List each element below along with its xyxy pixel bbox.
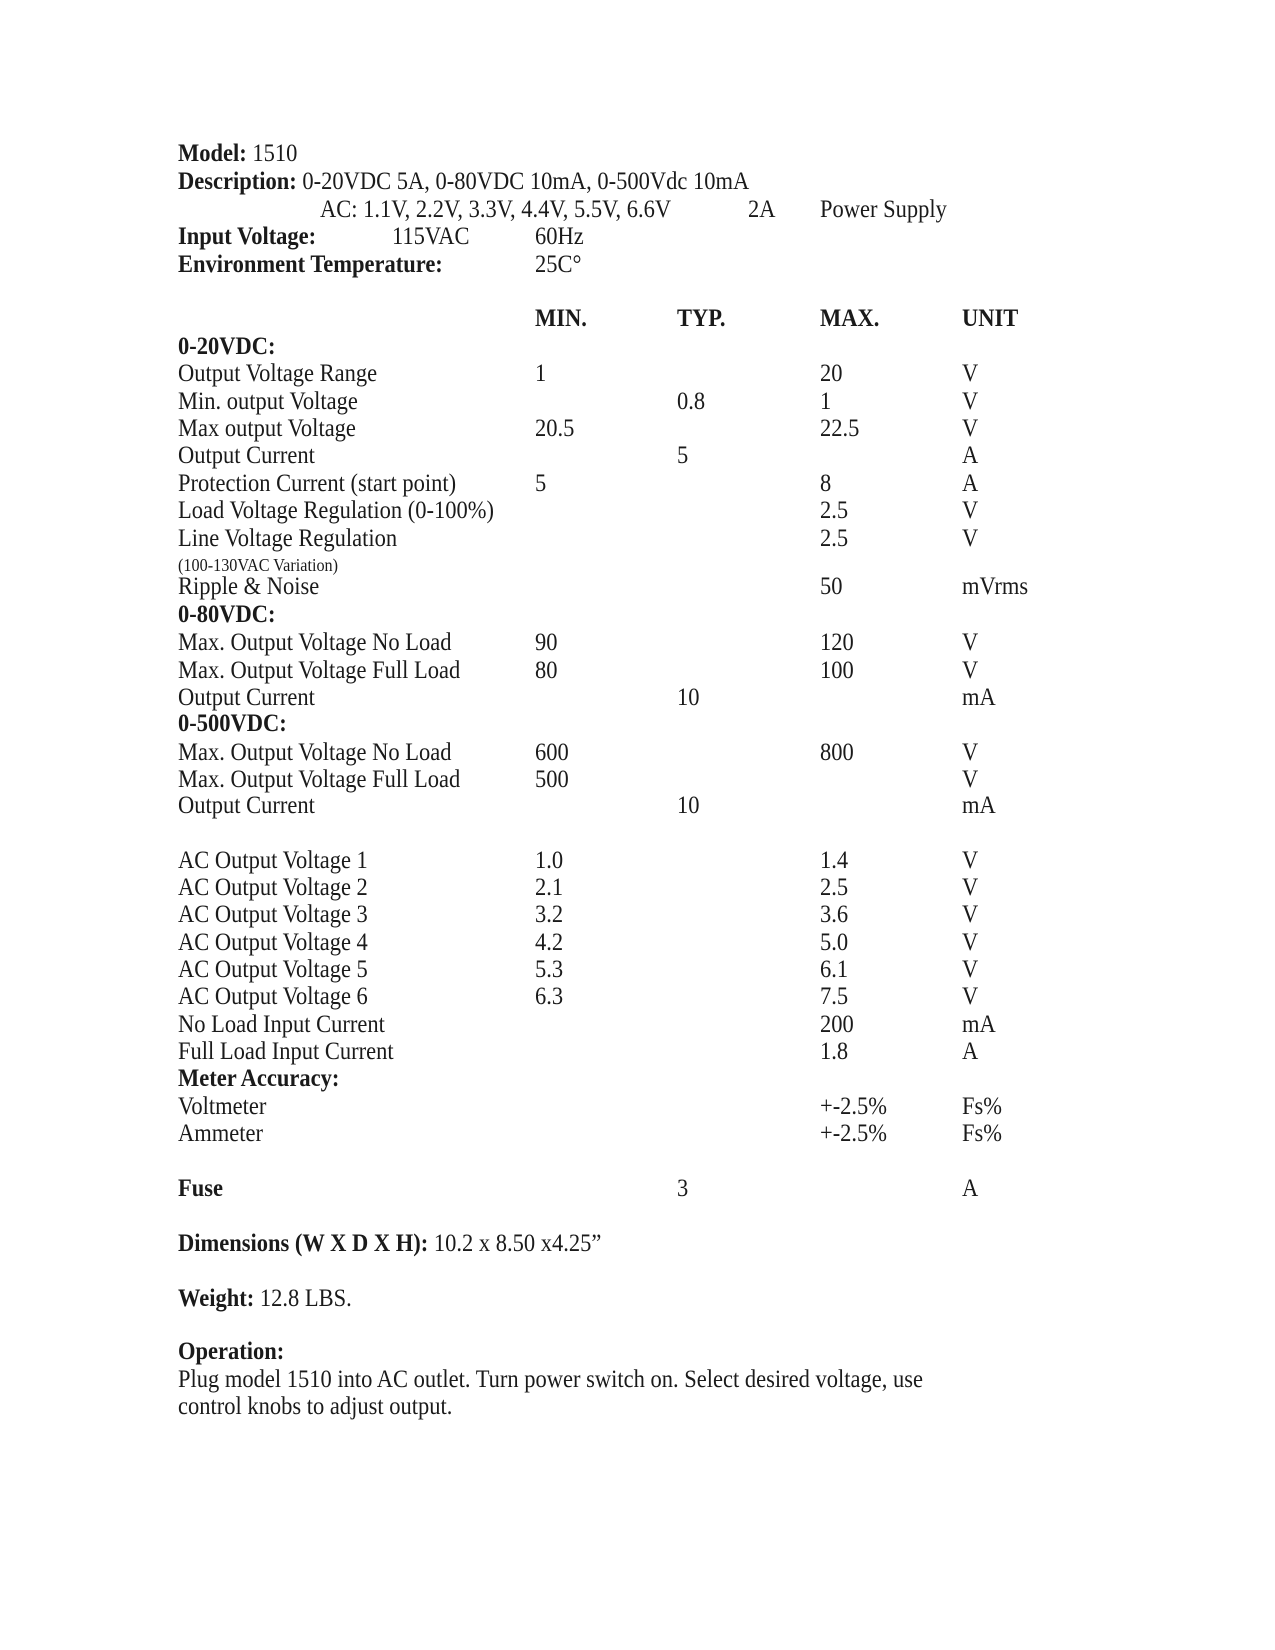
spec-row-unit-value: V (962, 874, 979, 901)
operation-text-line-1: Plug model 1510 into AC outlet. Turn power switch on. Select desired voltage, use (178, 1366, 923, 1393)
spec-row-param: Line Voltage Regulation (178, 525, 398, 552)
description-line (178, 168, 749, 196)
spec-row-min-value: 20.5 (535, 415, 575, 442)
description-label: Description: (178, 168, 297, 195)
spec-row-param: Load Voltage Regulation (0-100%) (178, 497, 494, 524)
spec-row-unit-value: mVrms (962, 573, 1029, 600)
spec-row-max-value: 3.6 (820, 901, 849, 928)
spec-row-max-value: +-2.5% (820, 1093, 888, 1120)
spec-row-unit-value: V (962, 983, 979, 1010)
spec-row-unit-value: Fs% (962, 1093, 1003, 1120)
spec-row-max-value: 1 (820, 388, 832, 415)
spec-row-param: No Load Input Current (178, 1011, 385, 1038)
spec-row-unit-value: A (962, 442, 979, 469)
spec-row-max-value: 22.5 (820, 415, 860, 442)
spec-row-param: AC Output Voltage 4 (178, 929, 368, 956)
spec-row-min-value: 1.0 (535, 847, 564, 874)
spec-row-unit-value: V (962, 497, 979, 524)
section-title-500vdc: 0-500VDC: (178, 710, 287, 737)
description-ac-current: 2A (748, 196, 776, 223)
spec-row-param: AC Output Voltage 2 (178, 874, 368, 901)
spec-row-max-value: 8 (820, 470, 832, 497)
operation-title: Operation: (178, 1338, 285, 1365)
spec-row-param: Max output Voltage (178, 415, 356, 442)
spec-row-param: Max. Output Voltage Full Load (178, 766, 461, 793)
spec-row-unit-value: V (962, 847, 979, 874)
spec-row-param: Max. Output Voltage Full Load (178, 657, 461, 684)
spec-row-max-value: 100 (820, 657, 854, 684)
description-ac-type: Power Supply (820, 196, 947, 223)
col-typ-header: TYP. (677, 305, 726, 332)
spec-row-param: AC Output Voltage 1 (178, 847, 368, 874)
spec-row-param: Ripple & Noise (178, 573, 320, 600)
env-temp-label: Environment Temperature: (178, 251, 443, 278)
section-title-meter: Meter Accuracy: (178, 1065, 340, 1092)
input-voltage-label: Input Voltage: (178, 223, 317, 250)
spec-row-param: Voltmeter (178, 1093, 267, 1120)
spec-row-max-value: 2.5 (820, 497, 849, 524)
spec-row-unit-value: V (962, 739, 979, 766)
spec-row-unit-value: V (962, 766, 979, 793)
model-label: Model: (178, 140, 247, 167)
input-voltage-freq: 60Hz (535, 223, 584, 250)
spec-row-unit-value: V (962, 360, 979, 387)
spec-row-typ-value: 5 (677, 442, 689, 469)
spec-row-max-value: 5.0 (820, 929, 849, 956)
spec-row-min-value: 80 (535, 657, 558, 684)
spec-row-unit-value: Fs% (962, 1120, 1003, 1147)
dimensions-label: Dimensions (W X D X H): (178, 1230, 429, 1257)
spec-row-param: Ammeter (178, 1120, 263, 1147)
model-value: 1510 (252, 140, 298, 167)
spec-row-max-value: 2.5 (820, 874, 849, 901)
spec-row-min-value: 4.2 (535, 929, 564, 956)
operation-text-line-2: control knobs to adjust output. (178, 1393, 453, 1420)
spec-row-typ-value: 0.8 (677, 388, 706, 415)
spec-row-unit-value: mA (962, 684, 996, 711)
spec-row-unit-value: V (962, 657, 979, 684)
spec-row-param: Output Current (178, 684, 315, 711)
spec-row-param: Output Current (178, 442, 315, 469)
spec-row-unit-value: V (962, 388, 979, 415)
spec-row-max-value: 2.5 (820, 525, 849, 552)
col-unit-header: UNIT (962, 305, 1019, 332)
spec-row-param: Max. Output Voltage No Load (178, 739, 452, 766)
spec-row-unit-value: V (962, 901, 979, 928)
line-reg-note: (100-130VAC Variation) (178, 555, 339, 575)
spec-row-param: Min. output Voltage (178, 388, 358, 415)
spec-row-typ-value: 10 (677, 792, 700, 819)
spec-row-max-value: 1.8 (820, 1038, 849, 1065)
spec-row-unit-value: V (962, 525, 979, 552)
spec-row-min-value: 1 (535, 360, 547, 387)
spec-row-max-value: 50 (820, 573, 843, 600)
section-title-20vdc: 0-20VDC: (178, 333, 276, 360)
weight-label: Weight: (178, 1285, 255, 1312)
spec-row-max-value: 1.4 (820, 847, 849, 874)
spec-row-unit-value: mA (962, 792, 996, 819)
env-temp-value: 25C° (535, 251, 582, 278)
spec-row-max-value: 20 (820, 360, 843, 387)
spec-row-unit-value: V (962, 929, 979, 956)
description-ac: AC: 1.1V, 2.2V, 3.3V, 4.4V, 5.5V, 6.6V (320, 196, 672, 223)
col-min-header: MIN. (535, 305, 587, 332)
input-voltage-value: 115VAC (392, 223, 470, 250)
spec-row-min-value: 500 (535, 766, 569, 793)
spec-row-unit-value: A (962, 1175, 979, 1202)
spec-row-min-value: 600 (535, 739, 569, 766)
spec-row-param: Output Voltage Range (178, 360, 378, 387)
spec-row-min-value: 5 (535, 470, 547, 497)
spec-row-unit-value: A (962, 1038, 979, 1065)
spec-row-typ-value: 3 (677, 1175, 689, 1202)
dimensions-line (178, 1230, 601, 1258)
spec-row-unit-value: V (962, 956, 979, 983)
spec-row-min-value: 3.2 (535, 901, 564, 928)
spec-row-max-value: 6.1 (820, 956, 849, 983)
weight-value: 12.8 LBS. (259, 1285, 352, 1312)
spec-row-param: Protection Current (start point) (178, 470, 457, 497)
section-title-80vdc: 0-80VDC: (178, 601, 276, 628)
model-line (178, 140, 297, 168)
spec-row-min-value: 90 (535, 629, 558, 656)
spec-row-max-value: +-2.5% (820, 1120, 888, 1147)
spec-row-param: Output Current (178, 792, 315, 819)
spec-row-max-value: 800 (820, 739, 854, 766)
spec-row-unit-value: V (962, 415, 979, 442)
spec-row-param: Fuse (178, 1175, 223, 1202)
spec-row-param: Full Load Input Current (178, 1038, 394, 1065)
spec-row-unit-value: A (962, 470, 979, 497)
spec-row-max-value: 120 (820, 629, 854, 656)
dimensions-value: 10.2 x 8.50 x4.25” (433, 1230, 602, 1257)
weight-line (178, 1285, 352, 1313)
spec-row-min-value: 2.1 (535, 874, 564, 901)
description-value: 0-20VDC 5A, 0-80VDC 10mA, 0-500Vdc 10mA (302, 168, 750, 195)
spec-row-typ-value: 10 (677, 684, 700, 711)
spec-row-param: Max. Output Voltage No Load (178, 629, 452, 656)
spec-row-max-value: 7.5 (820, 983, 849, 1010)
spec-row-unit-value: V (962, 629, 979, 656)
spec-row-min-value: 5.3 (535, 956, 564, 983)
spec-row-min-value: 6.3 (535, 983, 564, 1010)
col-max-header: MAX. (820, 305, 880, 332)
spec-row-param: AC Output Voltage 3 (178, 901, 368, 928)
spec-row-param: AC Output Voltage 6 (178, 983, 368, 1010)
spec-row-unit-value: mA (962, 1011, 996, 1038)
spec-row-max-value: 200 (820, 1011, 854, 1038)
spec-row-param: AC Output Voltage 5 (178, 956, 368, 983)
